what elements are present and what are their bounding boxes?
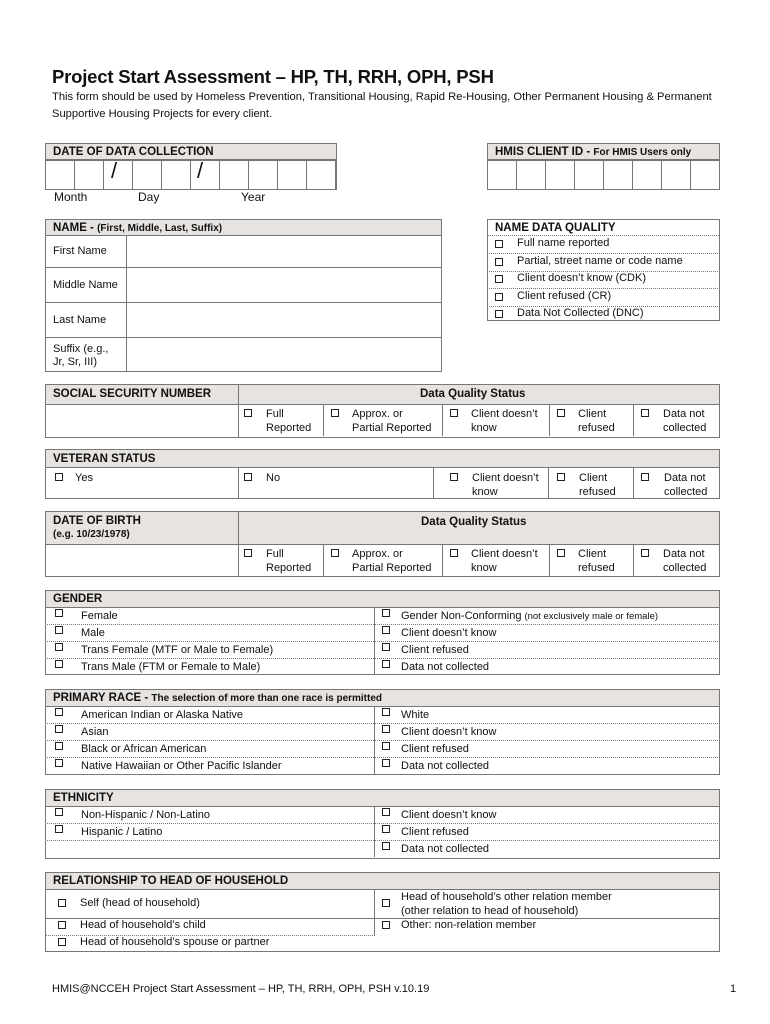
date-digit-box[interactable]	[219, 160, 249, 190]
name-quality-header: NAME DATA QUALITY	[488, 220, 719, 236]
hmis-id-digit-box[interactable]	[516, 160, 546, 190]
option-divider	[433, 467, 434, 499]
race-right-checkbox[interactable]	[382, 742, 390, 750]
veteran-header: VETERAN STATUS	[46, 450, 719, 468]
date-digit-box[interactable]	[74, 160, 104, 190]
date-digit-box[interactable]	[248, 160, 278, 190]
veteran-option-line2: refused	[579, 486, 616, 498]
dob-checkbox[interactable]	[331, 549, 339, 557]
option-divider	[323, 544, 324, 576]
option-divider	[442, 544, 443, 576]
race-right-option-text: Client refused	[401, 743, 469, 755]
ssn-option-line1: Full	[266, 408, 284, 420]
ethnicity-left-checkbox[interactable]	[55, 825, 63, 833]
suffix-input[interactable]	[127, 338, 441, 371]
month-label: Month	[54, 190, 88, 204]
gender-right-option-text: Client doesn’t know	[401, 627, 497, 639]
option-divider	[442, 404, 443, 436]
gender-right-checkbox[interactable]	[382, 609, 390, 617]
gender-left-checkbox[interactable]	[55, 643, 63, 651]
relationship-header: RELATIONSHIP TO HEAD OF HOUSEHOLD	[46, 873, 719, 890]
year-label: Year	[241, 190, 266, 204]
dob-option-line1: Client	[578, 548, 607, 560]
race-right-checkbox[interactable]	[382, 759, 390, 767]
ethnicity-right-option	[401, 809, 496, 822]
ethnicity-right-option	[401, 826, 469, 839]
ssn-option-line1: Client doesn’t	[471, 408, 538, 420]
ethnicity-left-option: Non-Hispanic / Non-Latino	[81, 809, 211, 821]
dob-checkbox[interactable]	[244, 549, 252, 557]
form-intro: This form should be used by Homeless Prevention, Transitional Housing, Rapid Re-Housing, Other Permanent Housing & Permanent Supportive Housing Projects for every client.	[52, 91, 712, 120]
ssn-checkbox[interactable]	[244, 409, 252, 417]
ethnicity-right-checkbox[interactable]	[382, 808, 390, 816]
page-number: 1	[730, 983, 737, 995]
option-divider	[323, 404, 324, 436]
race-header: PRIMARY RACE - The selection of more than one race is permitted	[46, 690, 719, 707]
date-digit-box[interactable]	[103, 160, 133, 190]
gender-right-option-text: Data not collected	[401, 661, 490, 673]
checkbox-child[interactable]	[58, 921, 66, 929]
column-divider	[374, 806, 375, 857]
veteran-option-line1: Client	[579, 472, 608, 484]
race-left-option: Asian	[81, 726, 109, 738]
veteran-checkbox[interactable]	[641, 473, 649, 481]
gender-left-option: Trans Male (FTM or Female to Male)	[81, 661, 261, 673]
first-name-input[interactable]	[127, 236, 441, 267]
ethnicity-right-option	[401, 843, 489, 856]
ssn-option-line1: Client	[578, 408, 607, 420]
dob-option-line1: Client doesn’t	[471, 548, 538, 560]
option-spouse: Head of household’s spouse or partner	[80, 936, 270, 948]
option-divider	[549, 544, 550, 576]
form-title: Project Start Assessment – HP, TH, RRH, OPH, PSH	[52, 66, 494, 87]
date-digit-box[interactable]	[45, 160, 75, 190]
ethnicity-left-option: Hispanic / Latino	[81, 826, 163, 838]
day-label: Day	[138, 190, 160, 204]
race-left-checkbox[interactable]	[55, 725, 63, 733]
veteran-yes-option: Yes	[75, 472, 93, 484]
ethnicity-right-checkbox[interactable]	[382, 825, 390, 833]
row-divider	[45, 757, 720, 758]
option-other-relation: Head of household’s other relation member	[401, 891, 612, 903]
name-quality-option: Client doesn’t know (CDK)	[517, 272, 646, 284]
race-right-option-text: White	[401, 709, 430, 721]
middle-name-label: Middle Name	[53, 279, 118, 291]
race-left-option: Black or African American	[81, 743, 207, 755]
date-slash-1: /	[111, 158, 118, 183]
option-divider	[549, 404, 550, 436]
gender-nonconforming-note: (not exclusively male or female)	[524, 611, 659, 622]
gender-left-checkbox[interactable]	[55, 626, 63, 634]
gender-left-checkbox[interactable]	[55, 660, 63, 668]
gender-left-option: Female	[81, 610, 118, 622]
checkbox-self[interactable]	[58, 899, 66, 907]
hmis-id-digit-box[interactable]	[632, 160, 662, 190]
name-quality-checkbox[interactable]	[495, 240, 503, 248]
ethnicity-right-option-text: Client doesn’t know	[401, 809, 497, 821]
dob-example: (e.g. 10/23/1978)	[53, 529, 130, 540]
ssn-checkbox[interactable]	[641, 409, 649, 417]
gender-right-option	[401, 610, 658, 623]
row-divider	[45, 740, 720, 741]
race-right-option	[401, 726, 496, 739]
ethnicity-header: ETHNICITY	[46, 790, 719, 807]
dob-option-line2: know	[471, 562, 497, 574]
name-quality-checkbox[interactable]	[495, 258, 503, 266]
veteran-option-line1: Data not	[664, 472, 706, 484]
date-digit-box[interactable]	[190, 160, 220, 190]
ssn-option-line2: Partial Reported	[352, 422, 432, 434]
gender-right-option	[401, 627, 496, 640]
option-non-relation: Other: non-relation member	[401, 919, 537, 931]
race-right-checkbox[interactable]	[382, 708, 390, 716]
row-divider	[45, 624, 720, 625]
veteran-option-line1: Client doesn’t	[472, 472, 539, 484]
race-left-checkbox[interactable]	[55, 759, 63, 767]
ethnicity-right-option-text: Data not collected	[401, 843, 490, 855]
dob-checkbox[interactable]	[557, 549, 565, 557]
dob-checkbox[interactable]	[641, 549, 649, 557]
hmis-section-header: HMIS CLIENT ID - For HMIS Users only	[488, 144, 719, 160]
dob-option-line1: Data not	[663, 548, 705, 560]
race-right-option-text: Client doesn’t know	[401, 726, 497, 738]
veteran-checkbox[interactable]	[244, 473, 252, 481]
name-quality-option: Data Not Collected (DNC)	[517, 307, 644, 319]
race-left-option: Native Hawaiian or Other Pacific Islander	[81, 760, 282, 772]
option-divider	[633, 544, 634, 576]
race-right-option-text: Data not collected	[401, 760, 490, 772]
date-digit-box[interactable]	[132, 160, 162, 190]
dob-option-line2: refused	[578, 562, 615, 574]
ssn-checkbox[interactable]	[557, 409, 565, 417]
ssn-checkbox[interactable]	[331, 409, 339, 417]
dob-option-line2: Reported	[266, 562, 312, 574]
ssn-option-line1: Data not	[663, 408, 705, 420]
date-section-header: DATE OF DATA COLLECTION	[46, 144, 336, 160]
name-quality-option: Full name reported	[517, 237, 610, 249]
date-digit-box[interactable]	[306, 160, 336, 190]
gender-right-option-text: Client refused	[401, 644, 469, 656]
option-child: Head of household’s child	[80, 919, 206, 931]
gender-left-option: Male	[81, 627, 105, 639]
checkbox-other-relation[interactable]	[382, 899, 390, 907]
hmis-id-digit-box[interactable]	[487, 160, 517, 190]
veteran-option-line2: collected	[664, 486, 708, 498]
last-name-label: Last Name	[53, 314, 107, 326]
ssn-header: SOCIAL SECURITY NUMBER	[53, 388, 212, 400]
name-quality-checkbox[interactable]	[495, 275, 503, 283]
row-divider	[45, 723, 720, 724]
dob-option-line2: Partial Reported	[352, 562, 432, 574]
gender-right-option	[401, 644, 469, 657]
ssn-option-line2: collected	[663, 422, 707, 434]
race-right-option	[401, 760, 489, 773]
gender-header: GENDER	[46, 591, 719, 608]
ssn-checkbox[interactable]	[450, 409, 458, 417]
name-quality-option: Partial, street name or code name	[517, 254, 683, 267]
gender-left-option: Trans Female (MTF or Male to Female)	[81, 644, 274, 656]
dob-option-line1: Approx. or	[352, 548, 403, 560]
middle-name-input[interactable]	[127, 268, 441, 302]
option-other-relation-note: (other relation to head of household)	[401, 905, 579, 917]
checkbox-non-relation[interactable]	[382, 921, 390, 929]
option-divider	[633, 467, 634, 499]
row-divider	[45, 840, 720, 841]
footer-text: HMIS@NCCEH Project Start Assessment – HP, TH, RRH, OPH, PSH v.10.19	[52, 983, 430, 995]
race-right-option	[401, 709, 429, 722]
gender-right-checkbox[interactable]	[382, 660, 390, 668]
gender-right-option	[401, 661, 489, 674]
suffix-label: Suffix (e.g., Jr, Sr, III)	[53, 343, 109, 368]
date-digit-box[interactable]	[161, 160, 191, 190]
race-right-checkbox[interactable]	[382, 725, 390, 733]
name-section-header: NAME - (First, Middle, Last, Suffix)	[46, 220, 441, 236]
veteran-yes-checkbox[interactable]	[55, 473, 63, 481]
ssn-status-header: Data Quality Status	[420, 388, 526, 400]
hmis-id-digit-box[interactable]	[661, 160, 691, 190]
name-quality-checkbox[interactable]	[495, 310, 503, 318]
checkbox-spouse[interactable]	[58, 938, 66, 946]
ethnicity-right-checkbox[interactable]	[382, 842, 390, 850]
veteran-section	[45, 449, 720, 499]
gender-right-checkbox[interactable]	[382, 643, 390, 651]
date-digit-box[interactable]	[277, 160, 307, 190]
dob-header: DATE OF BIRTH	[53, 515, 141, 527]
ssn-option-line2: refused	[578, 422, 615, 434]
ssn-option-line2: know	[471, 422, 497, 434]
row-divider	[45, 823, 720, 824]
hmis-id-digit-box[interactable]	[574, 160, 604, 190]
dob-status-header: Data Quality Status	[421, 516, 527, 528]
option-self: Self (head of household)	[80, 897, 200, 909]
race-left-checkbox[interactable]	[55, 742, 63, 750]
ethnicity-right-option-text: Client refused	[401, 826, 469, 838]
veteran-option-line1: No	[266, 472, 281, 484]
dob-checkbox[interactable]	[450, 549, 458, 557]
gender-left-checkbox[interactable]	[55, 609, 63, 617]
race-right-option	[401, 743, 469, 756]
dob-option-line2: collected	[663, 562, 707, 574]
hmis-id-digit-box[interactable]	[690, 160, 720, 190]
name-quality-checkbox[interactable]	[495, 293, 503, 301]
last-name-input[interactable]	[127, 303, 441, 337]
gender-right-checkbox[interactable]	[382, 626, 390, 634]
veteran-checkbox[interactable]	[450, 473, 458, 481]
race-left-option: American Indian or Alaska Native	[81, 709, 244, 721]
first-name-label: First Name	[53, 245, 107, 257]
veteran-checkbox[interactable]	[557, 473, 565, 481]
name-quality-option: Client refused (CR)	[517, 289, 612, 302]
dob-option-line1: Full	[266, 548, 284, 560]
gender-right-option-text: Gender Non-Conforming	[401, 610, 522, 622]
hmis-id-digit-box[interactable]	[545, 160, 575, 190]
date-slash-2: /	[197, 158, 204, 183]
veteran-option-line2: know	[472, 486, 498, 498]
row-divider	[45, 658, 720, 659]
dob-header-bar	[46, 512, 719, 545]
row-divider	[45, 641, 720, 642]
hmis-id-digit-box[interactable]	[603, 160, 633, 190]
ssn-option-line1: Approx. or	[352, 408, 403, 420]
ssn-option-line2: Reported	[266, 422, 312, 434]
ethnicity-left-checkbox[interactable]	[55, 808, 63, 816]
option-divider	[548, 467, 549, 499]
race-left-checkbox[interactable]	[55, 708, 63, 716]
option-divider	[633, 404, 634, 436]
